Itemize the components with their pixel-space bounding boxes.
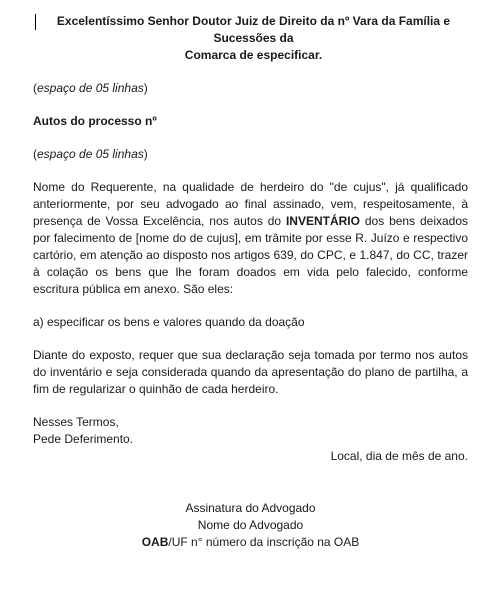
oab-number-text: /UF n° número da inscrição na OAB <box>168 535 360 549</box>
closing-formula <box>33 414 468 448</box>
spacer-note-1-open: ( <box>33 81 37 95</box>
signature-block <box>33 500 468 551</box>
asset-item-a: a) especificar os bens e valores quando da doação <box>33 315 305 329</box>
case-number-label: Autos do processo nº <box>33 114 157 128</box>
court-address-heading <box>33 13 468 64</box>
oab-registration <box>33 534 468 551</box>
lawyer-name: Nome do Advogado <box>197 518 304 532</box>
spacer-note-2-close: ) <box>143 147 148 161</box>
closing-line-1: Nesses Termos, <box>33 415 119 429</box>
place-and-date: Local, dia de mês de ano. <box>330 449 468 463</box>
spacer-note-1-text: espaço de 05 linhas <box>37 81 144 95</box>
spacer-note-1-close: ) <box>143 81 148 95</box>
spacer-note-2 <box>33 146 468 163</box>
conclusion-paragraph: Diante do exposto, requer que sua declaração seja tomada por termo nos autos do inventário e seja considerada quando da apresentação do plano de partilha, a fim de regularizar o quinhão de cada herdeiro. <box>33 348 468 396</box>
heading-line-1: Excelentíssimo Senhor Doutor Juiz de Direito da nº Vara da Família e Sucessões da <box>56 14 451 45</box>
inventory-keyword: INVENTÁRIO <box>285 214 360 228</box>
body-text-part-2: dos bens deixados por falecimento de [nome do de cujus], em trâmite por esse R. Juízo e respectivo cartório, em atenção ao disposto nos artigos 639, do CPC, e 1.847, do CC, trazer à colação os bens que lhe foram doados em vida pelo falecido, conforme escritura pública em anexo. São eles: <box>33 214 469 296</box>
text-cursor <box>35 14 36 30</box>
oab-label: OAB <box>141 535 169 549</box>
closing-line-2: Pede Deferimento. <box>33 432 134 446</box>
spacer-note-1 <box>33 80 468 97</box>
spacer-note-2-text: espaço de 05 linhas <box>37 147 144 161</box>
signature-line: Assinatura do Advogado <box>185 501 316 515</box>
petition-body-paragraph <box>33 179 468 298</box>
body-text-part-1: Nome do Requerente, na qualidade de herdeiro do "de cujus", já qualificado anteriormente, por seu advogado ao final assinado, vem, respeitosamente, à presença de Vossa Excelência, nos autos do <box>33 180 468 228</box>
spacer-note-2-open: ( <box>33 147 37 161</box>
heading-line-2: Comarca de especificar. <box>184 48 323 62</box>
